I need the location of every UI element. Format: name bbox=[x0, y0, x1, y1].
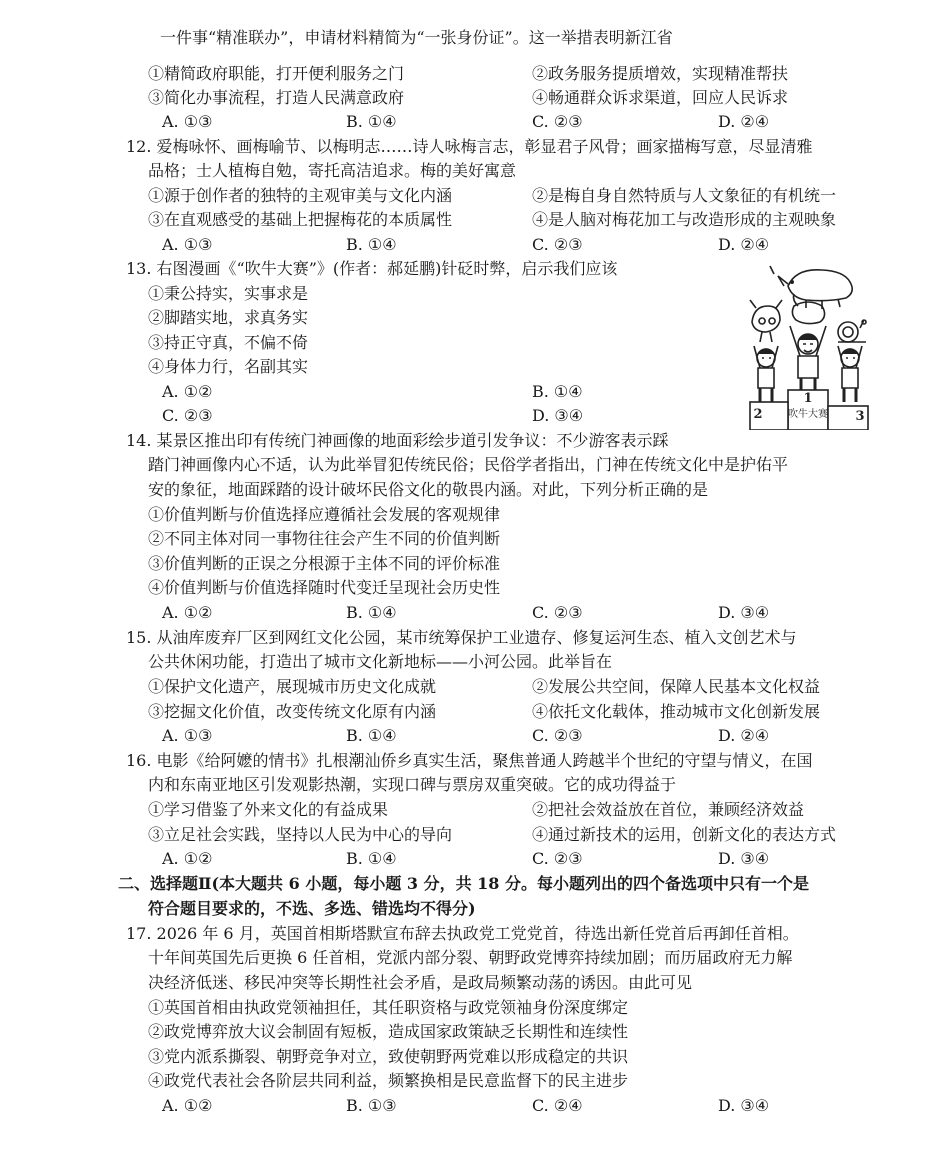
bragging-contest-cartoon bbox=[748, 262, 870, 430]
q16-answers bbox=[0, 847, 950, 871]
q12-option-1: ①源于创作者的独特的主观审美与文化内涵 bbox=[148, 186, 453, 205]
q17-answers bbox=[0, 1094, 950, 1118]
q14-option-row-2 bbox=[0, 527, 950, 551]
q12-options-row-2 bbox=[0, 208, 950, 232]
q12-option-2: ②是梅自身自然特质与人文象征的有机统一 bbox=[532, 186, 837, 205]
q11-option-3: ③简化办事流程，打造人民满意政府 bbox=[148, 88, 405, 107]
person-third-place bbox=[838, 346, 862, 402]
q12-answer-d: D. ②④ bbox=[718, 235, 770, 254]
q15-answer-a: A. ①③ bbox=[162, 726, 213, 745]
podium-label: 吹牛大赛 bbox=[788, 409, 828, 420]
q14-option-1: ①价值判断与价值选择应遵循社会发展的客观规律 bbox=[148, 505, 501, 524]
q12-answer-c: C. ②③ bbox=[532, 235, 583, 254]
q17-answer-c: C. ②④ bbox=[532, 1096, 583, 1115]
q14-answer-a: A. ①② bbox=[162, 603, 213, 622]
q13-answer-d: D. ③④ bbox=[532, 406, 584, 425]
q13-option-2: ②脚踏实地，求真务实 bbox=[148, 308, 309, 327]
q11-option-4: ④畅通群众诉求渠道，回应人民诉求 bbox=[532, 88, 789, 107]
section-2-heading-line-1 bbox=[0, 872, 950, 896]
q15-stem-line-2 bbox=[0, 650, 950, 674]
q17-answer-b: B. ①③ bbox=[346, 1096, 397, 1115]
person-second-place bbox=[754, 346, 778, 402]
q17-answer-a: A. ①② bbox=[162, 1096, 213, 1115]
q16-option-3: ③立足社会实践，坚持以人民为中心的导向 bbox=[148, 825, 453, 844]
q17-option-row-4 bbox=[0, 1069, 950, 1093]
q12-stem: 12. 爱梅咏怀、画梅喻节、以梅明志……诗人咏梅言志，彰显君子风骨；画家描梅写意，尽显清雅 bbox=[126, 137, 813, 156]
q17-option-row-3 bbox=[0, 1045, 950, 1069]
q16-stem-line-1 bbox=[0, 749, 950, 773]
q13-answer-a: A. ①② bbox=[162, 382, 213, 401]
q12-options-row-1 bbox=[0, 184, 950, 208]
q15-answer-d: D. ②④ bbox=[718, 726, 770, 745]
q15-answer-c: C. ②③ bbox=[532, 726, 583, 745]
q11-answer-a: A. ①③ bbox=[162, 112, 213, 131]
q15-option-3: ③挖掘文化价值，改变传统文化原有内涵 bbox=[148, 702, 437, 721]
q11-answer-c: C. ②③ bbox=[532, 112, 583, 131]
q11-options-row-1 bbox=[0, 62, 950, 86]
q16-option-1: ①学习借鉴了外来文化的有益成果 bbox=[148, 800, 389, 819]
q14-answer-b: B. ①④ bbox=[346, 603, 397, 622]
q17-option-row-2 bbox=[0, 1020, 950, 1044]
q16-stem-cont: 内和东南亚地区引发观影热潮，实现口碑与票房双重突破。它的成功得益于 bbox=[148, 775, 677, 794]
q15-stem: 15. 从油库废弃厂区到网红文化公园，某市统筹保护工业遗存、修复运河生态、植入文创艺术与 bbox=[126, 628, 797, 647]
q15-stem-cont: 公共休闲功能，打造出了城市文化新地标——小河公园。此举旨在 bbox=[148, 652, 613, 671]
q16-stem: 16. 电影《给阿嬷的情书》扎根潮汕侨乡真实生活，聚焦普通人跨越半个世纪的守望与情义，在国 bbox=[126, 751, 813, 770]
podium-rank-2: 2 bbox=[753, 407, 763, 422]
podium-rank-1: 1 bbox=[803, 391, 813, 406]
q14-stem: 14. 某景区推出印有传统门神画像的地面彩绘步道引发争议：不少游客表示踩 bbox=[126, 431, 669, 450]
q14-answer-d: D. ③④ bbox=[718, 603, 770, 622]
q14-stem-cont-2: 安的象征，地面踩踏的设计破坏民俗文化的敬畏内涵。对此，下列分析正确的是 bbox=[148, 480, 709, 499]
q14-answers bbox=[0, 601, 950, 625]
q16-options-row-2 bbox=[0, 823, 950, 847]
q17-stem-cont-2: 决经济低迷、移民冲突等长期性社会矛盾，是政局频繁动荡的诱因。由此可见 bbox=[148, 973, 693, 992]
q17-stem-cont-1: 十年间英国先后更换 6 任首相，党派内部分裂、朝野政党博弈持续加剧；而历届政府无力解 bbox=[148, 948, 793, 967]
q11-answer-d: D. ②④ bbox=[718, 112, 770, 131]
q16-options-row-1 bbox=[0, 798, 950, 822]
q14-option-3: ③价值判断的正误之分根源于主体不同的评价标准 bbox=[148, 554, 501, 573]
snail-figure bbox=[838, 320, 866, 342]
q14-stem-cont-1: 踏门神画像内心不适，认为此举冒犯传统民俗；民俗学者指出，门神在传统文化中是护佑平 bbox=[148, 455, 789, 474]
section-2-heading: 二、选择题Ⅱ(本大题共 6 小题，每小题 3 分，共 18 分。每小题列出的四个备选项中只有一个是 bbox=[118, 874, 810, 893]
q17-stem: 17. 2026 年 6 月，英国首相斯塔默宣布辞去执政党工党党首，待选出新任党首后再卸任首相。 bbox=[126, 924, 799, 943]
section-2-heading-cont: 符合题目要求的，不选、多选、错选均不得分) bbox=[148, 899, 476, 918]
q12-option-3: ③在直观感受的基础上把握梅花的本质属性 bbox=[148, 210, 453, 229]
q14-stem-line-1 bbox=[0, 429, 950, 453]
q12-stem-cont: 品格；士人植梅自勉，寄托高洁追求。梅的美好寓意 bbox=[148, 161, 517, 180]
q17-stem-line-3 bbox=[0, 971, 950, 995]
q14-option-row-4 bbox=[0, 576, 950, 600]
q15-stem-line-1 bbox=[0, 626, 950, 650]
goat-figure bbox=[792, 294, 824, 324]
cropped-line-text: 一件事“精准联办”，申请材料精简为“一张身份证”。这一举措表明新江省 bbox=[160, 28, 673, 47]
q15-options-row-2 bbox=[0, 700, 950, 724]
q13-answer-b: B. ①④ bbox=[532, 382, 583, 401]
q15-answers bbox=[0, 724, 950, 748]
q16-answer-c: C. ②③ bbox=[532, 849, 583, 868]
q16-answer-a: A. ①② bbox=[162, 849, 213, 868]
q16-option-2: ②把社会效益放在首位，兼顾经济效益 bbox=[532, 800, 805, 819]
q17-option-4: ④政党代表社会各阶层共同利益，频繁换相是民意监督下的民主进步 bbox=[148, 1071, 629, 1090]
q11-answer-b: B. ①④ bbox=[346, 112, 397, 131]
q17-stem-line-2 bbox=[0, 946, 950, 970]
q12-answers bbox=[0, 233, 950, 257]
q14-stem-line-2 bbox=[0, 453, 950, 477]
q17-answer-d: D. ③④ bbox=[718, 1096, 770, 1115]
q12-stem-line-2 bbox=[0, 159, 950, 183]
q16-option-4: ④通过新技术的运用，创新文化的表达方式 bbox=[532, 825, 837, 844]
cropped-text-line bbox=[0, 28, 950, 60]
q15-options-row-1 bbox=[0, 675, 950, 699]
q17-option-1: ①英国首相由执政党领袖担任，其任职资格与政党领袖身份深度绑定 bbox=[148, 998, 629, 1017]
q16-stem-line-2 bbox=[0, 773, 950, 797]
section-2-heading-line-2 bbox=[0, 897, 950, 921]
q15-option-1: ①保护文化遗产，展现城市历史文化成就 bbox=[148, 677, 437, 696]
person-first-place bbox=[790, 326, 826, 390]
q17-option-2: ②政党博弈放大议会制固有短板，造成国家政策缺乏长期性和连续性 bbox=[148, 1022, 629, 1041]
q14-stem-line-3 bbox=[0, 478, 950, 502]
q12-stem-line-1 bbox=[0, 135, 950, 159]
q11-options-row-2 bbox=[0, 86, 950, 110]
q13-option-3: ③持正守真，不偏不倚 bbox=[148, 333, 309, 352]
q16-answer-b: B. ①④ bbox=[346, 849, 397, 868]
q14-option-row-3 bbox=[0, 552, 950, 576]
q13-option-1: ①秉公持实，实事求是 bbox=[148, 284, 309, 303]
q12-option-4: ④是人脑对梅花加工与改造形成的主观映象 bbox=[532, 210, 837, 229]
q15-option-4: ④依托文化载体，推动城市文化创新发展 bbox=[532, 702, 821, 721]
q13-option-4: ④身体力行，名副其实 bbox=[148, 357, 309, 376]
q12-answer-b: B. ①④ bbox=[346, 235, 397, 254]
q15-answer-b: B. ①④ bbox=[346, 726, 397, 745]
q15-option-2: ②发展公共空间，保障人民基本文化权益 bbox=[532, 677, 821, 696]
q11-option-1: ①精简政府职能，打开便利服务之门 bbox=[148, 64, 405, 83]
q14-option-row-1 bbox=[0, 503, 950, 527]
q14-answer-c: C. ②③ bbox=[532, 603, 583, 622]
q17-stem-line-1 bbox=[0, 922, 950, 946]
q13-answer-c: C. ②③ bbox=[162, 406, 213, 425]
q11-answers bbox=[0, 110, 950, 134]
q16-answer-d: D. ③④ bbox=[718, 849, 770, 868]
podium-rank-3: 3 bbox=[855, 409, 865, 424]
q13-stem: 13. 右图漫画《“吹牛大赛”》(作者：郝延鹏)针砭时弊，启示我们应该 bbox=[126, 259, 618, 278]
q17-option-3: ③党内派系撕裂、朝野竞争对立，致使朝野两党难以形成稳定的共识 bbox=[148, 1047, 629, 1066]
q14-option-2: ②不同主体对同一事物往往会产生不同的价值判断 bbox=[148, 529, 501, 548]
q12-answer-a: A. ①③ bbox=[162, 235, 213, 254]
q11-option-2: ②政务服务提质增效，实现精准帮扶 bbox=[532, 64, 789, 83]
q17-option-row-1 bbox=[0, 996, 950, 1020]
q14-option-4: ④价值判断与价值选择随时代变迁呈现社会历史性 bbox=[148, 578, 501, 597]
cow-figure bbox=[750, 300, 782, 342]
